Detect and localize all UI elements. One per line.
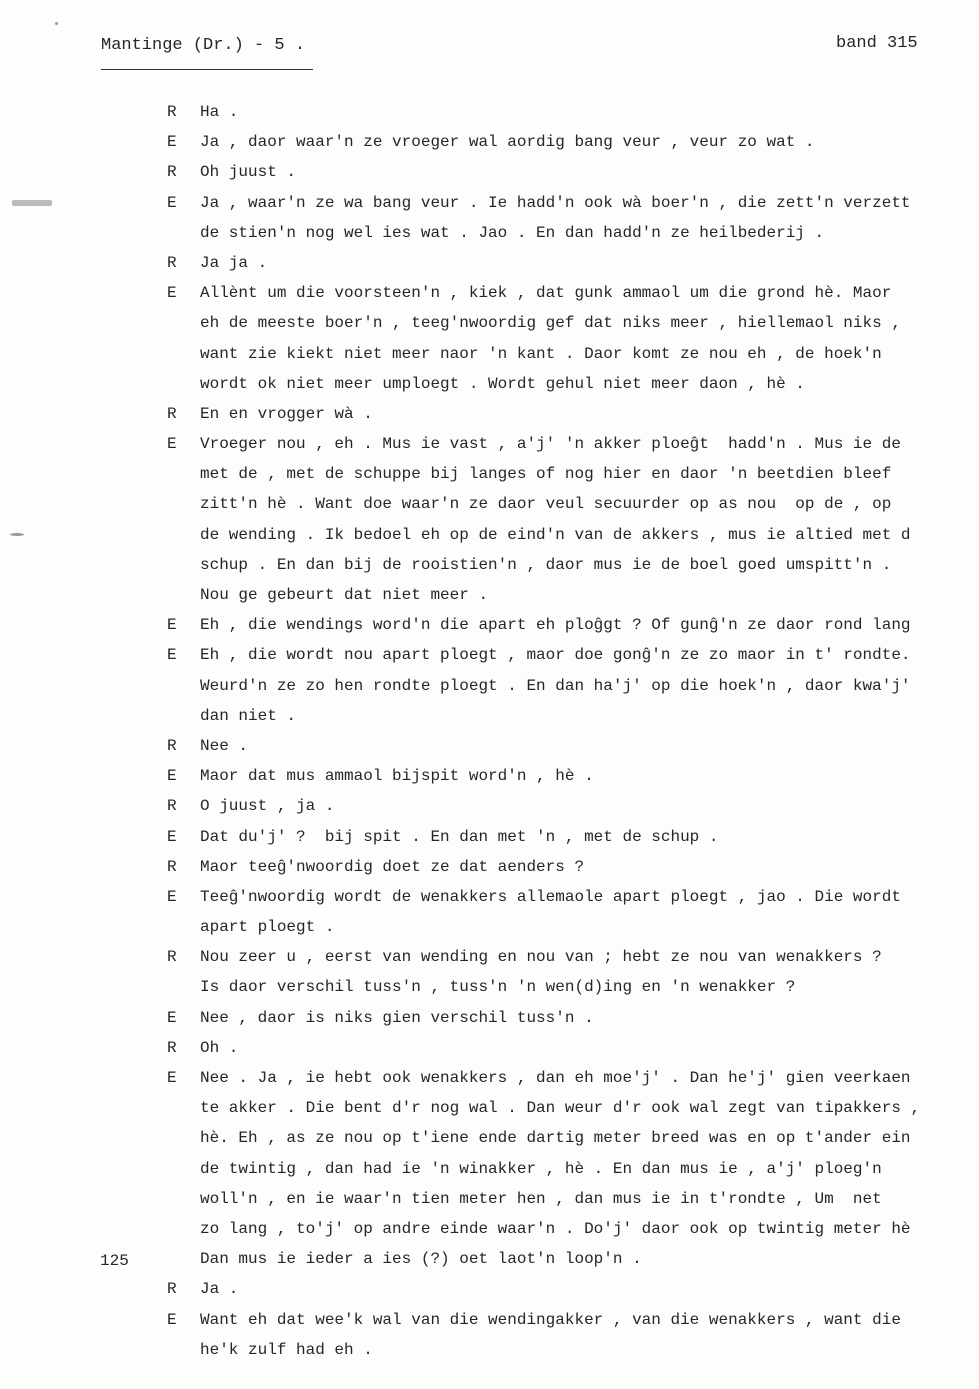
text-line: zo lang , to'j' op andre einde waar'n . Do'j' daor ook op twintig meter hè — [200, 1219, 911, 1238]
text-line: hè. Eh , as ze nou op t'iene ende dartig meter breed was en op t'ander ein — [200, 1129, 911, 1148]
text-line: he'k zulf had eh . — [200, 1340, 373, 1359]
turn-text — [200, 731, 979, 761]
text-line: Is daor verschil tuss'n , tuss'n 'n wen(d)ing en 'n wenakker ? — [200, 978, 796, 997]
transcript-turn — [0, 127, 979, 157]
turn-text — [200, 882, 979, 942]
speaker-label: R — [167, 948, 177, 967]
turn-text — [200, 97, 979, 127]
turn-text — [200, 278, 979, 399]
text-line: Nee . — [200, 736, 249, 755]
turn-text — [200, 248, 979, 278]
text-line: Ja , daor waar'n ze vroeger wal aordig bang veur , veur zo wat . — [200, 133, 815, 152]
text-line: wordt ok niet meer umploegt . Wordt gehul niet meer daon , hè . — [200, 374, 805, 393]
speaker-label: E — [167, 767, 177, 786]
speaker-label: E — [167, 827, 177, 846]
text-line: Dat du'j' ? bij spit . En dan met 'n , met de schup . — [200, 827, 719, 846]
turn-text — [200, 1305, 979, 1365]
transcript-turn — [0, 1033, 979, 1063]
transcript-turn — [0, 882, 979, 942]
transcript-turn — [0, 822, 979, 852]
text-line: Vroeger nou , eh . Mus ie vast , a'j' 'n akker ploeĝt hadd'n . Mus ie de — [200, 435, 901, 454]
text-line: Allènt um die voorsteen'n , kiek , dat gunk ammaol um die grond hè. Maor — [200, 284, 892, 303]
text-line: Nou zeer u , eerst van wending en nou van ; hebt ze nou van wenakkers ? — [200, 948, 882, 967]
page-header-title: Mantinge (Dr.) - 5 . — [101, 36, 306, 55]
speaker-label: R — [167, 736, 177, 755]
text-line: En en vrogger wà . — [200, 404, 373, 423]
turn-text — [200, 791, 979, 821]
transcript-turn — [0, 791, 979, 821]
transcript-turn — [0, 1274, 979, 1304]
text-line: Dan mus ie ieder a ies (?) oet laot'n loop'n . — [200, 1250, 642, 1269]
transcript-turn — [0, 157, 979, 187]
turn-text — [200, 157, 979, 187]
turn-text — [200, 1033, 979, 1063]
text-line: Nou ge gebeurt dat niet meer . — [200, 586, 489, 604]
text-line: Eh , die wordt nou apart ploegt , maor doe gonĝ'n ze zo maor in t' rondte. — [200, 646, 911, 665]
speaker-label: E — [167, 435, 177, 454]
speaker-label: E — [167, 133, 177, 152]
text-line: Nee . Ja , ie hebt ook wenakkers , dan eh moe'j' . Dan he'j' gien veerkaen — [200, 1069, 911, 1087]
transcript-turn — [0, 761, 979, 791]
text-line: apart ploegt . — [200, 918, 335, 937]
text-line: Ja . — [200, 1280, 239, 1299]
text-line: O juust , ja . — [200, 797, 335, 816]
transcript-turn — [0, 731, 979, 761]
transcript-turn — [0, 399, 979, 429]
text-line: woll'n , en ie waar'n tien meter hen , dan mus ie in t'rondte , Um net — [200, 1189, 882, 1208]
scan-speck — [55, 22, 58, 25]
text-line: Eh , die wendings word'n die apart eh ploĝgt ? Of gunĝ'n ze daor rond lang — [200, 616, 911, 635]
speaker-label: R — [167, 1280, 177, 1299]
speaker-label: E — [167, 284, 177, 303]
speaker-label: E — [167, 1310, 177, 1329]
text-line: de twintig , dan had ie 'n winakker , hè . En dan mus ie , a'j' ploeg'n — [200, 1159, 882, 1178]
transcript-turn — [0, 1063, 979, 1274]
speaker-label: R — [167, 857, 177, 876]
transcript-turn — [0, 1305, 979, 1365]
turn-text — [200, 1003, 979, 1033]
speaker-label: R — [167, 797, 177, 816]
text-line: Want eh dat wee'k wal van die wendingakker , van die wenakkers , want die — [200, 1310, 901, 1329]
transcript-turn — [0, 97, 979, 127]
text-line: eh de meeste boer'n , teeg'nwoordig gef dat niks meer , hiellemaol niks , — [200, 314, 901, 333]
text-line: Maor teeĝ'nwoordig doet ze dat aenders ? — [200, 857, 585, 876]
transcript-turn — [0, 188, 979, 248]
speaker-label: E — [167, 616, 177, 635]
speaker-label: R — [167, 253, 177, 272]
scan-speck — [12, 200, 52, 206]
turn-text — [200, 610, 979, 640]
turn-text — [200, 127, 979, 157]
turn-text — [200, 852, 979, 882]
transcript-turn — [0, 278, 979, 399]
text-line: te akker . Die bent d'r nog wal . Dan weur d'r ook wal zegt van tipakkers , — [200, 1099, 921, 1118]
transcript-turn — [0, 640, 979, 731]
speaker-label: R — [167, 404, 177, 423]
transcript-turn — [0, 1003, 979, 1033]
turn-text — [200, 1274, 979, 1304]
scan-speck — [10, 533, 24, 536]
text-line: Ja , waar'n ze wa bang veur . Ie hadd'n ook wà boer'n , die zett'n verzett — [200, 193, 911, 212]
text-line: de wending . Ik bedoel eh op de eind'n van de akkers , mus ie altied met d — [200, 525, 911, 544]
transcript-turn — [0, 942, 979, 1002]
text-line: dan niet . — [200, 706, 297, 725]
text-line: zitt'n hè . Want doe waar'n ze daor veul secuurder op as nou op de , op — [200, 495, 892, 514]
turn-text — [200, 761, 979, 791]
speaker-label: E — [167, 1008, 177, 1027]
text-line: Maor dat mus ammaol bijspit word'n , hè . — [200, 767, 594, 786]
transcript-body — [0, 97, 979, 1365]
page-header-band: band 315 — [836, 34, 918, 53]
speaker-label: R — [167, 1038, 177, 1057]
text-line: Ja ja . — [200, 253, 268, 272]
speaker-label: R — [167, 163, 177, 182]
transcript-turn — [0, 610, 979, 640]
header-underline — [101, 69, 313, 70]
speaker-label: E — [167, 646, 177, 665]
transcript-turn — [0, 429, 979, 610]
text-line: Weurd'n ze zo hen rondte ploegt . En dan ha'j' op die hoek'n , daor kwa'j' — [200, 676, 911, 695]
text-line: de stien'n nog wel ies wat . Jao . En dan hadd'n ze heilbederij . — [200, 223, 825, 242]
turn-text — [200, 429, 979, 610]
text-line: Ha . — [200, 103, 239, 121]
turn-text — [200, 942, 979, 1002]
turn-text — [200, 640, 979, 731]
turn-text — [200, 399, 979, 429]
speaker-label: E — [167, 193, 177, 212]
text-line: Oh . — [200, 1038, 239, 1057]
speaker-label: E — [167, 1069, 177, 1087]
text-line: Teeĝ'nwoordig wordt de wenakkers allemaole apart ploegt , jao . Die wordt — [200, 887, 901, 906]
turn-text — [200, 188, 979, 248]
margin-line-number: 125 — [100, 1252, 129, 1270]
turn-text — [200, 822, 979, 852]
text-line: want zie kiekt niet meer naor 'n kant . Daor komt ze nou eh , de hoek'n — [200, 344, 882, 363]
turn-text — [200, 1063, 979, 1274]
speaker-label: R — [167, 103, 177, 121]
text-line: Nee , daor is niks gien verschil tuss'n . — [200, 1008, 594, 1027]
text-line: Oh juust . — [200, 163, 297, 182]
speaker-label: E — [167, 887, 177, 906]
transcript-turn — [0, 852, 979, 882]
text-line: met de , met de schuppe bij langes of nog hier en daor 'n beetdien bleef — [200, 465, 892, 484]
transcript-turn — [0, 248, 979, 278]
text-line: schup . En dan bij de rooistien'n , daor mus ie de boel goed umspitt'n . — [200, 555, 892, 574]
